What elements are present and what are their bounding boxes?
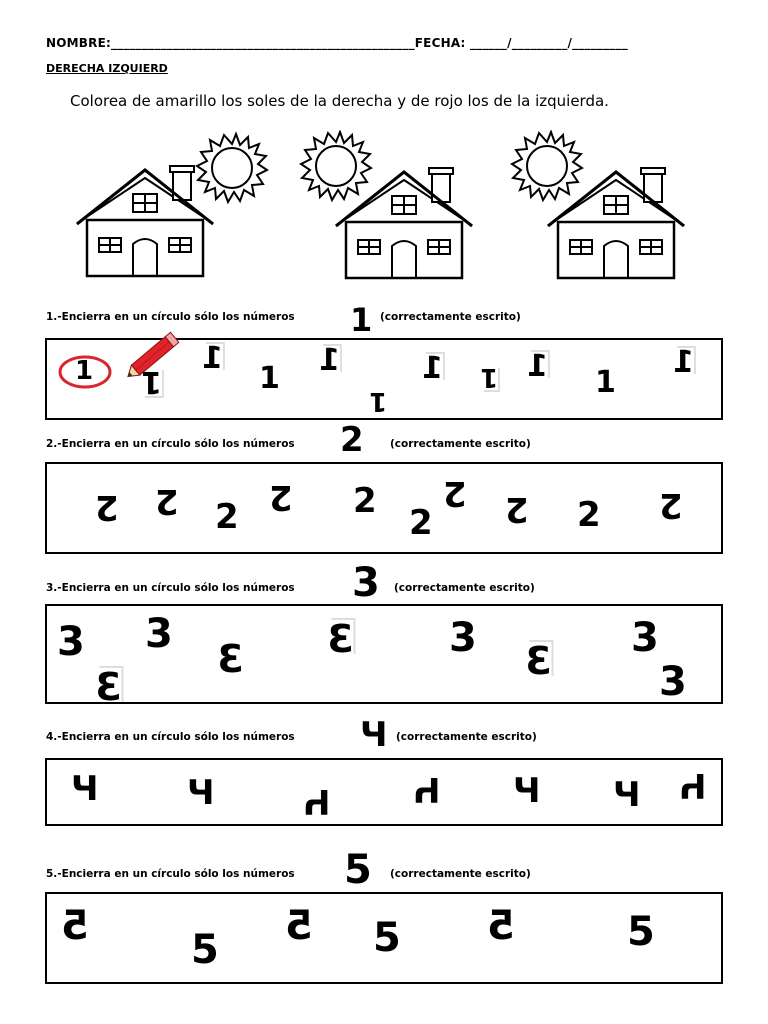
house-1 xyxy=(77,166,213,276)
question-2-number: 2 xyxy=(340,420,364,460)
digit-item[interactable]: 5 xyxy=(627,909,655,955)
digit-item[interactable]: 5 xyxy=(373,915,401,961)
instruction: Colorea de amarillo los soles de la derecha y de rojo los de la izquierda. xyxy=(70,92,609,110)
digit-item[interactable]: 2 xyxy=(505,489,529,529)
digit-item[interactable]: 1 xyxy=(527,349,548,384)
digit-item[interactable]: 1 xyxy=(422,351,443,386)
digit-item[interactable]: Ч xyxy=(613,775,641,815)
question-3-suffix: (correctamente escrito) xyxy=(394,582,535,594)
question-1-suffix: (correctamente escrito) xyxy=(380,311,521,323)
digit-item[interactable]: 2 xyxy=(659,485,683,525)
digit-item[interactable]: 1 xyxy=(202,341,223,376)
digit-item[interactable]: 1 xyxy=(369,386,388,416)
digit-item[interactable]: 5 xyxy=(61,903,89,949)
digit-item[interactable]: 1 xyxy=(595,365,616,400)
digit-item[interactable]: Ч xyxy=(679,765,707,805)
nombre-label: NOMBRE: xyxy=(46,36,111,50)
digit-item[interactable]: 3 xyxy=(217,637,244,681)
answer-box-3[interactable] xyxy=(45,604,723,709)
fecha-label: FECHA: xyxy=(414,36,466,50)
sun-2 xyxy=(301,132,371,200)
question-5-number: 5 xyxy=(344,847,372,893)
subtitle: DERECHA IZQUIERD xyxy=(46,62,168,75)
digit-item[interactable]: Ч xyxy=(513,771,541,811)
question-5-suffix: (correctamente escrito) xyxy=(390,868,531,880)
digit-item[interactable]: 5 xyxy=(285,903,313,949)
question-2: 2.-Encierra en un círculo sólo los números xyxy=(46,438,295,450)
digit-item[interactable]: 1 xyxy=(673,345,694,380)
digit-item[interactable]: 5 xyxy=(487,903,515,949)
digit-item[interactable]: 2 xyxy=(269,477,293,517)
digit-item[interactable]: Ч xyxy=(413,769,441,809)
question-1: 1.-Encierra en un círculo sólo los números xyxy=(46,311,295,323)
nombre-field[interactable]: _________________________________________________ xyxy=(110,36,415,50)
question-2-suffix: (correctamente escrito) xyxy=(390,438,531,450)
answer-box-5[interactable] xyxy=(45,892,723,984)
digit-item[interactable]: 3 xyxy=(525,639,552,683)
question-4-number: Ч xyxy=(360,715,388,755)
sun-3 xyxy=(512,132,582,200)
digit-item[interactable]: 2 xyxy=(155,481,179,521)
digit-item[interactable]: 3 xyxy=(57,619,85,665)
answer-box-4[interactable] xyxy=(45,758,723,826)
digit-item[interactable]: 3 xyxy=(659,659,687,705)
digit-item[interactable]: 1 xyxy=(141,364,162,399)
digit-item[interactable]: 1 xyxy=(480,362,499,392)
digit-item[interactable]: 2 xyxy=(95,487,119,527)
question-1-number: 1 xyxy=(350,301,373,339)
digit-item[interactable]: Ч xyxy=(303,781,331,821)
question-5: 5.-Encierra en un círculo sólo los números xyxy=(46,868,295,880)
digit-item[interactable]: 2 xyxy=(353,481,377,521)
houses-illustration xyxy=(70,130,710,280)
digit-item[interactable]: 2 xyxy=(215,497,239,537)
header-line xyxy=(46,36,628,50)
digit-item[interactable]: 3 xyxy=(145,611,173,657)
digit-item[interactable]: 1 xyxy=(319,343,340,378)
digit-item[interactable]: 3 xyxy=(449,615,477,661)
question-4: 4.-Encierra en un círculo sólo los números xyxy=(46,731,295,743)
digit-item[interactable]: 5 xyxy=(191,927,219,973)
digit-item[interactable]: 1 xyxy=(75,356,94,386)
house-3 xyxy=(548,168,684,278)
question-3: 3.-Encierra en un círculo sólo los números xyxy=(46,582,295,594)
digit-item[interactable]: Ч xyxy=(71,769,99,809)
digit-item[interactable]: Ч xyxy=(187,773,215,813)
question-4-suffix: (correctamente escrito) xyxy=(396,731,537,743)
digit-item[interactable]: 3 xyxy=(327,617,354,661)
fecha-field[interactable]: ______/_________/_________ xyxy=(469,36,628,50)
digit-item[interactable]: 3 xyxy=(631,615,659,661)
digit-item[interactable]: 2 xyxy=(443,473,467,513)
digit-item[interactable]: 1 xyxy=(259,361,280,396)
answer-box-1[interactable] xyxy=(45,338,723,420)
digit-item[interactable]: 2 xyxy=(409,503,433,543)
answer-box-2[interactable] xyxy=(45,462,723,554)
digit-item[interactable]: 2 xyxy=(577,495,601,535)
sun-1 xyxy=(197,134,267,202)
question-3-number: 3 xyxy=(352,560,380,606)
digit-item[interactable]: 3 xyxy=(95,665,122,709)
